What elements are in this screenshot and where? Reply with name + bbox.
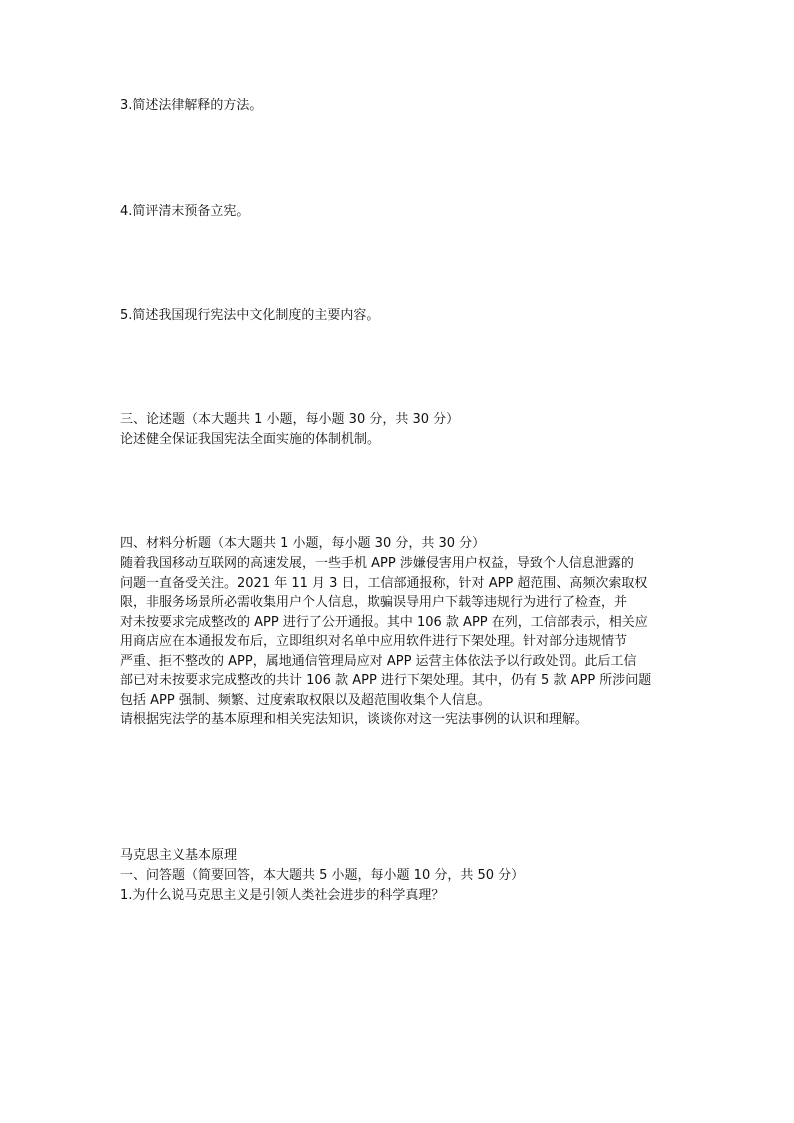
material-line: 限，非服务场景所必需收集用户个人信息，欺骗误导用户下载等违规行为进行了检查，并 [120,595,628,610]
question-3: 3.简述法律解释的方法。 [120,98,263,113]
marxism-question-1: 1.为什么说马克思主义是引领人类社会进步的科学真理？ [120,888,445,903]
section-4-prompt: 请根据宪法学的基本原理和相关宪法知识，谈谈你对这一宪法事例的认识和理解。 [120,712,589,727]
question-5: 5.简述我国现行宪法中文化制度的主要内容。 [120,308,380,323]
material-line: 部已对未按要求完成整改的共计 106 款 APP 进行下架处理。其中，仍有 5 款 APP 所涉问题 [120,673,652,688]
material-line: 对未按要求完成整改的 APP 进行了公开通报。其中 106 款 APP 在列，工信部表示，相关应 [120,614,648,630]
question-4: 4.简评清末预备立宪。 [120,204,250,219]
section-4-heading: 四、材料分析题（本大题共 1 小题，每小题 30 分，共 30 分） [120,536,486,551]
material-line: 包括 APP 强制、频繁、过度索取权限以及超范围收集个人信息。 [120,692,491,708]
material-line: 用商店应在本通报发布后，立即组织对名单中应用软件进行下架处理。针对部分违规情节 [120,634,628,649]
material-line: 严重、拒不整改的 APP，属地通信管理局应对 APP 运营主体依法予以行政处罚。此后工信 [120,653,637,669]
section-3-question: 论述健全保证我国宪法全面实施的体制机制。 [120,432,381,447]
material-line: 随着我国移动互联网的高速发展，一些手机 APP 涉嫌侵害用户权益，导致个人信息泄露的 [120,556,634,571]
marxism-section-heading: 一、问答题（简要回答，本大题共 5 小题，每小题 10 分，共 50 分） [120,868,525,883]
subject-title: 马克思主义基本原理 [120,848,238,863]
material-line: 问题一直备受关注。2021 年 11 月 3 日，工信部通报称，针对 APP 超范围、高频次索取权 [120,575,648,591]
section-4-material [120,554,680,730]
section-3-heading: 三、论述题（本大题共 1 小题，每小题 30 分，共 30 分） [120,412,460,427]
